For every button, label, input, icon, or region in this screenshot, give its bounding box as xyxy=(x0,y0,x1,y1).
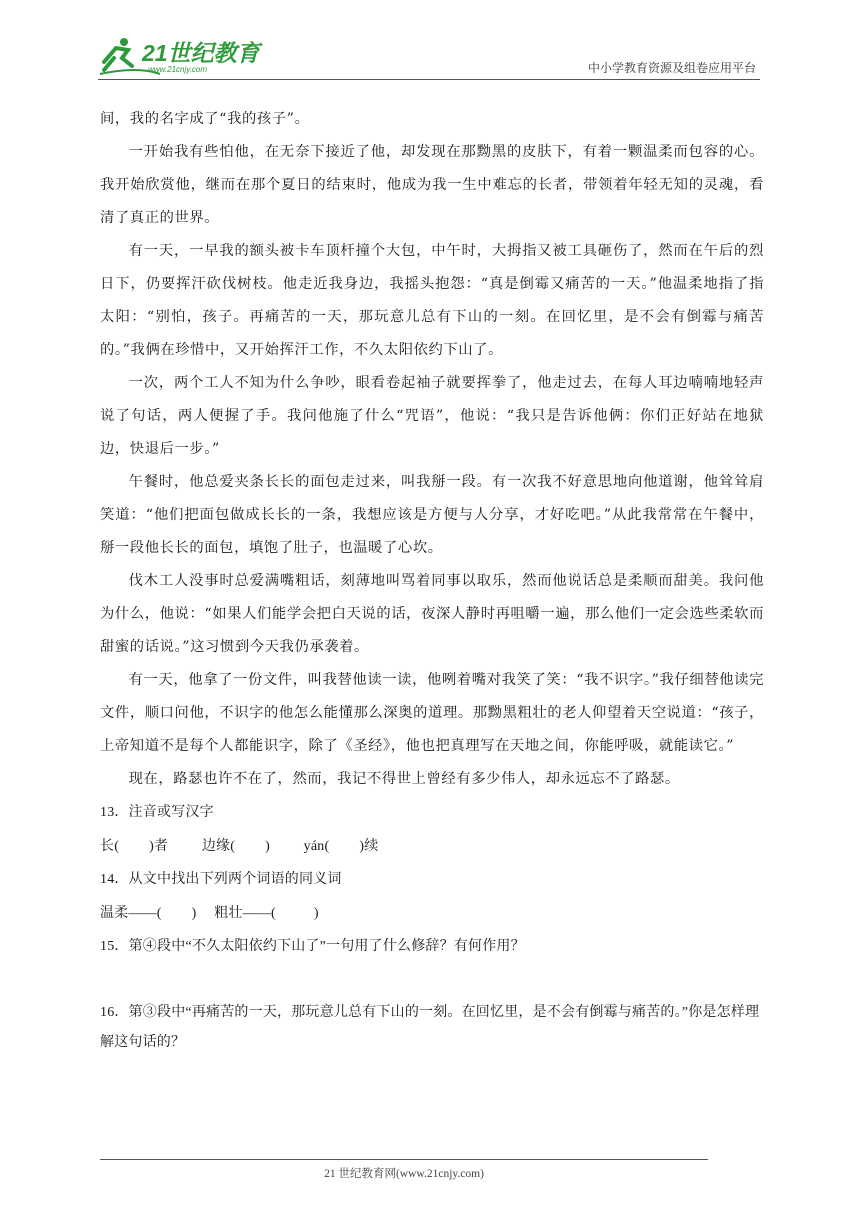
platform-name: 中小学教育资源及组卷应用平台 xyxy=(587,61,756,75)
q14-item-b-end: ) xyxy=(313,905,319,921)
q13-item-b: 边缘( xyxy=(201,838,236,854)
paragraph-continuation: 间，我的名字成了“我的孩子”。 xyxy=(100,111,310,127)
footer-divider xyxy=(100,1159,708,1160)
q14-item-a-end: ) xyxy=(191,905,197,921)
q13-item-c: yán( xyxy=(303,838,330,854)
question-13-items xyxy=(100,830,764,864)
logo-runner-icon xyxy=(98,36,268,76)
answer-space-15[interactable] xyxy=(100,964,764,998)
question-14-items xyxy=(100,897,764,931)
logo-text: 21世纪教育 xyxy=(142,40,260,66)
q14-item-b: 粗壮——( xyxy=(214,905,276,921)
logo-url: www.21cnjy.com xyxy=(148,65,207,74)
q13-item-a: 长( xyxy=(100,838,120,854)
footer-text[interactable]: 21 世纪教育网(www.21cnjy.com) xyxy=(324,1168,484,1180)
paragraph: 有一天，一早我的额头被卡车顶杆撞个大包，中午时，大拇指又被工具砸伤了，然而在午后的烈日下，仍要挥汗砍伐树枝。他走近我身边，我摇头抱怨：“真是倒霉又痛苦的一天。”他温柔地指了指太阳：“别怕，孩子。再痛苦的一天，那玩意儿总有下山的一刻。在回忆里，是不会有倒霉与痛苦的。”我俩在珍惜中，又开始挥汗工作，不久太阳依约下山了。 xyxy=(100,243,764,358)
paragraph: 有一天，他拿了一份文件，叫我替他读一读，他咧着嘴对我笑了笑：“我不识字。”我仔细替他读完文件，顺口问他，不识字的他怎么能懂那么深奥的道理。那黝黑粗壮的老人仰望着天空说道：“孩子，上帝知道不是每个人都能识字，除了《圣经》，他也把真理写在天地之间，你能呼吸，就能读它。” xyxy=(100,672,764,754)
q13-item-b-end: ) xyxy=(265,838,270,854)
q13-item-c-end: )续 xyxy=(359,838,379,854)
q14-item-a: 温柔——( xyxy=(100,905,162,921)
question-14-title: 14．从文中找出下列两个词语的同义词 xyxy=(100,872,342,887)
q13-item-a-end: )者 xyxy=(149,838,169,854)
question-16: 16．第③段中“再痛苦的一天，那玩意儿总有下山的一刻。在回忆里，是不会有倒霉与痛苦的。”你是怎样理解这句话的？ xyxy=(100,1004,760,1050)
paragraph: 午餐时，他总爱夹条长长的面包走过来，叫我掰一段。有一次我不好意思地向他道谢，他耸耸肩笑道：“他们把面包做成长长的一条，我想应该是方便与人分享，才好吃吧。”从此我常常在午餐中，掰一段他长长的面包，填饱了肚子，也温暖了心坎。 xyxy=(100,474,764,556)
paragraph: 伐木工人没事时总爱满嘴粗话，刻薄地叫骂着同事以取乐，然而他说话总是柔顺而甜美。我问他为什么，他说：“如果人们能学会把白天说的话，夜深人静时再咀嚼一遍，那么他们一定会选些柔软而甜蜜的话说。”这习惯到今天我仍承袭着。 xyxy=(100,573,764,655)
paragraph: 一次，两个工人不知为什么争吵，眼看卷起袖子就要挥拳了，他走过去，在每人耳边喃喃地轻声说了句话，两人便握了手。我问他施了什么“咒语”，他说：“我只是告诉他俩：你们正好站在地狱边，快退后一步。” xyxy=(100,375,764,457)
page-header xyxy=(98,30,760,80)
question-15: 15．第④段中“不久太阳依约下山了”一句用了什么修辞？有何作用？ xyxy=(100,939,525,954)
paragraph: 现在，路瑟也许不在了，然而，我记不得世上曾经有多少伟人，却永远忘不了路瑟。 xyxy=(128,771,680,787)
document-body xyxy=(100,103,764,1058)
site-logo[interactable] xyxy=(98,36,268,76)
paragraph: 一开始我有些怕他，在无奈下接近了他，却发现在那黝黑的皮肤下，有着一颗温柔而包容的心。我开始欣赏他，继而在那个夏日的结束时，他成为我一生中难忘的长者，带领着年轻无知的灵魂，看清了真正的世界。 xyxy=(100,144,764,226)
header-divider xyxy=(98,79,760,80)
question-13-title: 13．注音或写汉字 xyxy=(100,805,214,820)
